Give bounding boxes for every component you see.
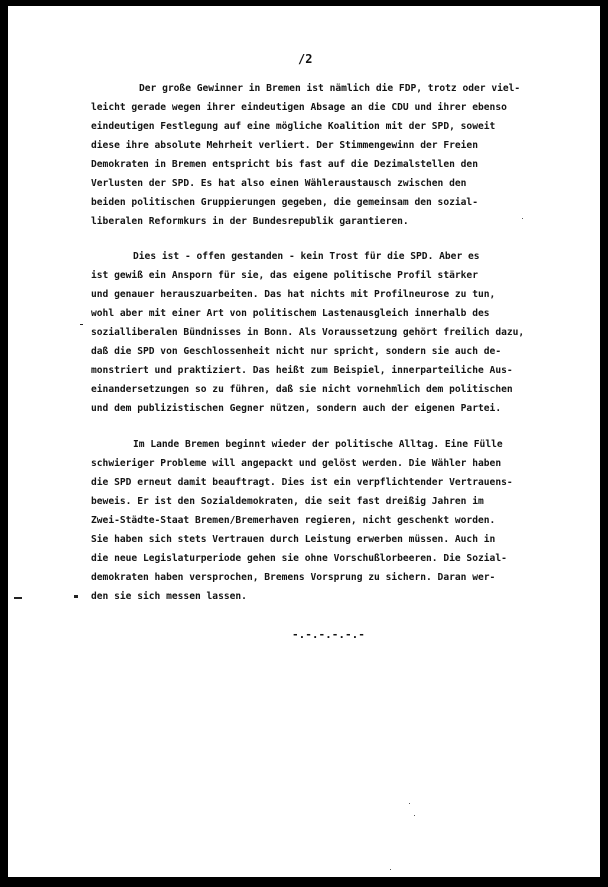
scan-speck: [522, 218, 523, 219]
margin-tick-mark: [80, 324, 83, 325]
paragraph-2-line-7: monstriert und praktiziert. Das heißt zum Beispiel, innerparteiliche Aus-: [91, 365, 513, 376]
paragraph-3-line-1: Im Lande Bremen beginnt wieder der politische Alltag. Eine Fülle: [133, 439, 503, 450]
paragraph-3-line-4: beweis. Er ist den Sozialdemokraten, die seit fast dreißig Jahren im: [91, 496, 484, 507]
paragraph-1-line-7: beiden politischen Gruppierungen gegeben, die gemeinsam den sozial-: [91, 197, 478, 208]
scan-speck: [409, 803, 410, 804]
scan-speck: [390, 869, 391, 870]
paragraph-3-line-5: Zwei-Städte-Staat Bremen/Bremerhaven regieren, nicht geschenkt worden.: [91, 515, 496, 526]
paragraph-3-line-9: den sie sich messen lassen.: [91, 591, 247, 602]
paragraph-2-line-1: Dies ist - offen gestanden - kein Trost für die SPD. Aber es: [133, 251, 480, 262]
scan-speck: [414, 815, 415, 816]
paragraph-1-line-6: Verlusten der SPD. Es hat also einen Wähleraustausch zwischen den: [91, 178, 467, 189]
end-of-text-mark: -.-.-.-.-.-: [292, 628, 365, 641]
margin-dash-mark: [14, 597, 22, 599]
paragraph-2-line-2: ist gewiß ein Ansporn für sie, das eigene politische Profil stärker: [91, 270, 478, 281]
paragraph-1-line-4: diese ihre absolute Mehrheit verliert. Der Stimmengewinn der Freien: [91, 140, 478, 151]
paragraph-1-line-3: eindeutigen Festlegung auf eine mögliche Koalition mit der SPD, soweit: [91, 121, 496, 132]
paragraph-2-line-9: und dem publizistischen Gegner nützen, sondern auch der eigenen Partei.: [91, 403, 502, 414]
paragraph-2-line-4: wohl aber mit einer Art von politischem Lastenausgleich innerhalb des: [91, 308, 490, 319]
paragraph-3-line-3: die SPD erneut damit beauftragt. Dies ist ein verpflichtender Vertrauens-: [91, 477, 513, 488]
margin-dot-mark: [74, 595, 78, 598]
paragraph-2-line-6: daß die SPD von Geschlossenheit nicht nur spricht, sondern sie auch de-: [91, 346, 502, 357]
paragraph-2-line-3: und genauer herauszuarbeiten. Das hat nichts mit Profilneurose zu tun,: [91, 289, 496, 300]
paragraph-1-line-8: liberalen Reformkurs in der Bundesrepublik garantieren.: [91, 216, 409, 227]
page-number: /2: [298, 52, 313, 66]
paragraph-3-line-2: schwieriger Probleme will angepackt und gelöst werden. Die Wähler haben: [91, 458, 502, 469]
document-page: [8, 6, 600, 877]
paragraph-1-line-1: Der große Gewinner in Bremen ist nämlich die FDP, trotz oder viel-: [139, 83, 521, 94]
paragraph-2-line-5: sozialliberalen Bündnisses in Bonn. Als Voraussetzung gehört freilich dazu,: [91, 327, 525, 338]
paragraph-3-line-8: demokraten haben versprochen, Bremens Vorsprung zu sichern. Daran wer-: [91, 572, 496, 583]
paragraph-3-line-6: Sie haben sich stets Vertrauen durch Leistung erwerben müssen. Auch in: [91, 534, 496, 545]
paragraph-1-line-5: Demokraten in Bremen entspricht bis fast auf die Dezimalstellen den: [91, 159, 478, 170]
paragraph-1-line-2: leicht gerade wegen ihrer eindeutigen Absage an die CDU und ihrer ebenso: [91, 102, 507, 113]
paragraph-3-line-7: die neue Legislaturperiode gehen sie ohne Vorschußlorbeeren. Die Sozial-: [91, 553, 507, 564]
paragraph-2-line-8: einandersetzungen so zu führen, daß sie nicht vornehmlich dem politischen: [91, 384, 513, 395]
